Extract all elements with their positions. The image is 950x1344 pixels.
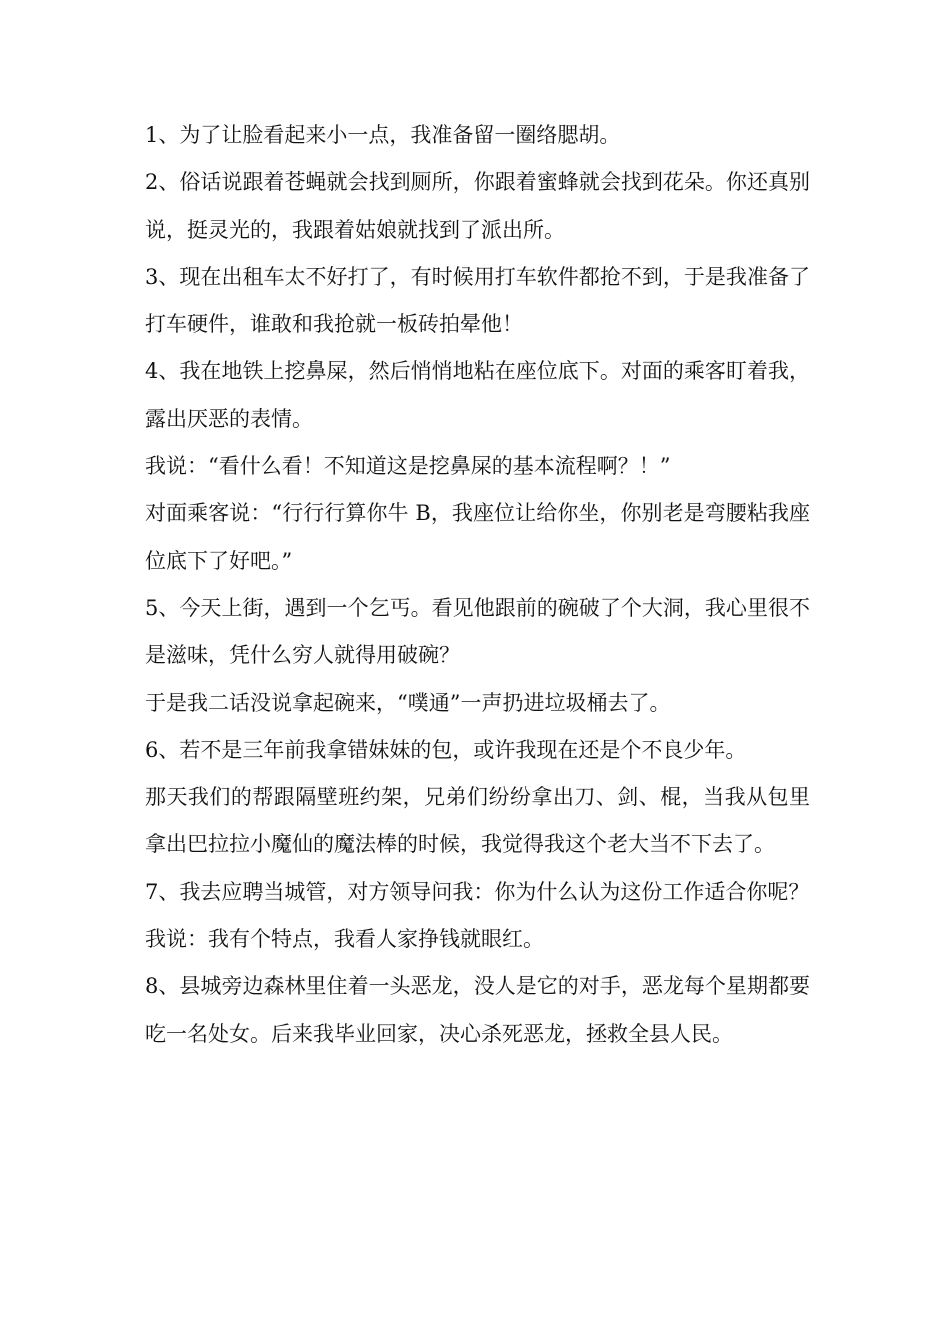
paragraph-4: 4、我在地铁上挖鼻屎，然后悄悄地粘在座位底下。对面的乘客盯着我，露出厌恶的表情。 <box>145 359 810 431</box>
paragraph-1: 1、为了让脸看起来小一点，我准备留一圈络腮胡。 <box>145 123 621 147</box>
paragraph-2: 2、俗话说跟着苍蝇就会找到厕所，你跟着蜜蜂就会找到花朵。你还真别说，挺灵光的，我跟着姑娘就找到了派出所。 <box>145 170 810 242</box>
paragraph-5-continued: 于是我二话没说拿起碗来，“噗通”一声扔进垃圾桶去了。 <box>145 690 671 715</box>
paragraph-5: 5、今天上街，遇到一个乞丐。看见他跟前的碗破了个大洞，我心里很不是滋味，凭什么穷人就得用破碗？ <box>145 595 810 668</box>
paragraph-6-continued: 那天我们的帮跟隔壁班约架，兄弟们纷纷拿出刀、剑、棍，当我从包里拿出巴拉拉小魔仙的魔法棒的时候，我觉得我这个老大当不下去了。 <box>145 785 810 857</box>
paragraph-7: 7、我去应聘当城管，对方领导问我：你为什么认为这份工作适合你呢？ <box>145 879 810 904</box>
paragraph-8: 8、县城旁边森林里住着一头恶龙，没人是它的对手，恶龙每个星期都要吃一名处女。后来我毕业回家，决心杀死恶龙，拯救全县人民。 <box>145 974 810 1046</box>
paragraph-4-dialogue-1: 我说：“看什么看！不知道这是挖鼻屎的基本流程啊？！” <box>145 454 671 479</box>
document-body <box>145 112 810 1058</box>
paragraph-3: 3、现在出租车太不好打了，有时候用打车软件都抢不到，于是我准备了打车硬件，谁敢和我抢就一板砖拍晕他！ <box>145 264 810 337</box>
paragraph-6: 6、若不是三年前我拿错妹妹的包，或许我现在还是个不良少年。 <box>145 737 747 762</box>
paragraph-7-continued: 我说：我有个特点，我看人家挣钱就眼红。 <box>145 927 544 952</box>
paragraph-4-dialogue-2: 对面乘客说：“行行行算你牛 B，我座位让给你坐，你别老是弯腰粘我座位底下了好吧。” <box>145 501 810 573</box>
